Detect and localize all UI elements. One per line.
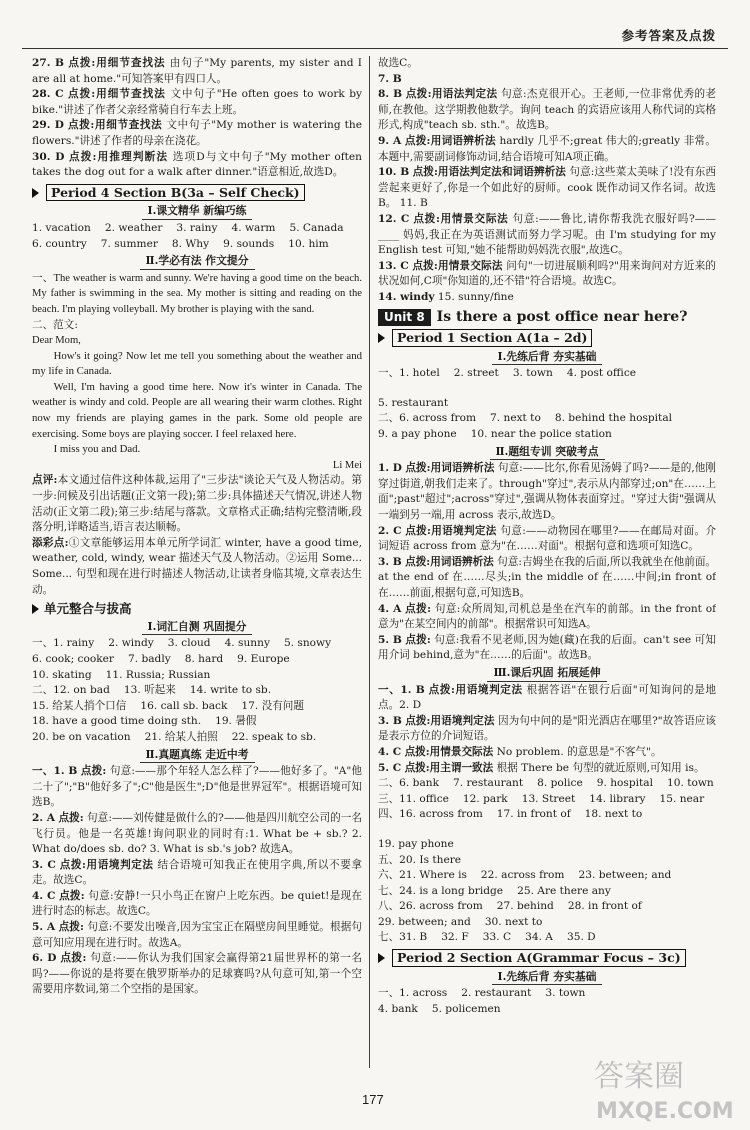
answer-number: 7. B <box>378 72 402 85</box>
tip-label: 点拨:用语法判定法 <box>405 88 498 101</box>
answer-item: 13. Street <box>521 792 576 805</box>
fill-answers <box>378 776 716 946</box>
tip-label: 点拨:用主谓一致法 <box>404 761 494 774</box>
tip-label: 点拨: <box>58 811 84 824</box>
comment <box>32 473 362 535</box>
answer-row <box>378 930 716 946</box>
answer-text: 句意:杰克很开心。王老师,一位非常优秀的老师,在教他。这学期教他数学。询问 teach 的宾语应该用人称代词的宾格形式,构成"teach sb. sth."。故选B。 <box>378 88 716 132</box>
sub-heading-label: Ⅱ.题组专训 突破考点 <box>490 444 605 461</box>
answer-item: 三、11. office <box>378 792 449 805</box>
answer-row <box>32 636 362 652</box>
answer-entry <box>32 889 362 920</box>
answer-item: 10. town <box>667 777 714 790</box>
page-number: 177 <box>362 1092 384 1107</box>
answer-item: 9. Europe <box>237 652 290 665</box>
answer-entry <box>378 56 716 72</box>
answer-text: 根据 There be 句型的就近原则,可知用 is。 <box>496 761 705 774</box>
answer-entry <box>378 290 716 306</box>
answer-item: 6. cook; cooker <box>32 652 114 665</box>
answer-item: 7. next to <box>490 412 541 425</box>
section-heading-period2 <box>378 949 716 967</box>
answer-item: 3. rainy <box>176 221 218 234</box>
answer-item: 11. Russia; Russian <box>105 668 211 681</box>
answer-item: 18. next to <box>584 808 643 821</box>
answer-row <box>32 221 362 237</box>
sub-heading-label: Ⅲ.课后巩固 拓展延伸 <box>487 665 606 682</box>
sub-heading <box>378 969 716 986</box>
answer-item: 20. be on vacation <box>32 730 131 743</box>
answer-item: 2. street <box>453 367 499 380</box>
sub-heading-label: Ⅰ.词汇自测 巩固提分 <box>142 619 253 636</box>
answer-text: 句意:——刘传健是做什么的?——他是四川航空公司的一名飞行员。他是一名英雄!询问职业的同时有:1. What be + sb.? 2. What do/does sb. do? 3. What is sb.'s job? 故选A。 <box>32 811 362 856</box>
sub-heading-label: Ⅰ.课文精华 新编巧练 <box>142 203 253 220</box>
sub-heading <box>32 203 362 220</box>
tip-label: 点拨:用细节查找法 <box>67 88 166 101</box>
answer-number: 2. A <box>32 811 56 824</box>
answer-item: 23. between; and <box>578 869 672 882</box>
answer-row <box>378 915 716 931</box>
answer-text: 句意:众所周知,司机总是坐在汽车的前部。in the front of 意为"在某空间内的前部"。根据常识可知选A。 <box>378 602 716 631</box>
tip-label: 点拨:用情景交际法 <box>404 745 494 758</box>
answer-item: 4. post office <box>566 367 637 380</box>
answer-item: 14. write to sb. <box>189 684 272 697</box>
answer-number: 8. B <box>378 88 403 101</box>
answer-row <box>32 714 362 730</box>
answer-number: 1. D <box>378 462 402 475</box>
answer-item: 一、1. across <box>378 987 448 1000</box>
section-title: 单元整合与拔高 <box>44 601 132 617</box>
answer-item: 35. D <box>566 931 596 944</box>
left-top-answers <box>32 56 362 181</box>
answer-entry <box>378 602 716 633</box>
tip-label: 点拨:用语境判定法 <box>428 683 523 696</box>
answer-item: 12. park <box>462 792 508 805</box>
answer-entry <box>378 461 716 523</box>
answer-item: 6. country <box>32 237 87 250</box>
header-rule <box>22 48 728 49</box>
left-bottom-answers <box>32 764 362 998</box>
answer-number: 27. B <box>32 57 65 69</box>
answer-item: 4. warm <box>231 221 276 234</box>
answer-item: 15. 给某人捎个口信 <box>32 699 127 712</box>
answer-item: 5. policemen <box>431 1002 501 1015</box>
answer-number: 一、1. B <box>32 765 78 778</box>
answer-item: 8. behind the hospital <box>554 412 673 425</box>
tip-label: 点拨:用词语辨析法 <box>405 555 494 568</box>
answer-item: 一、1. hotel <box>378 367 440 380</box>
answer-text: 句意:——那个年轻人怎么样了?——他好多了。"A"他二十了";"B"他好多了";C"他是医生";D"他是世界冠军"。根据语境可知选B。 <box>32 765 362 809</box>
vocab-answers <box>32 636 362 745</box>
letter-paragraph: Well, I'm having a good time here. Now it's winter in Canada. The weather is windy and cold. People are all wearing their warm clothes. Right now my friends are playing games in the park. Some old people are exercising. Some boys are playing soccer. I feel relaxed here. <box>32 380 362 440</box>
letter-signature: Li Mei <box>332 459 362 471</box>
watermark-logo <box>586 1046 736 1126</box>
answer-row <box>378 986 716 1002</box>
answer-entry <box>378 714 716 745</box>
answer-item: 16. call sb. back <box>140 699 228 712</box>
tip-label: 点拨: <box>60 952 87 965</box>
comment-label: 点评: <box>32 474 58 487</box>
answer-text: 句意:我看不见老师,因为她(藏)在我的后面。can't see 可知用介词 behind,意为"在……的后面"。故选B。 <box>378 633 716 662</box>
answer-row <box>378 853 716 869</box>
answer-row <box>32 652 362 668</box>
comment-text: 本文通过信件这种体裁,运用了"三步法"谈论天气及人物活动。第一步:问候及引出话题(正文第一段);第二步:具体描述天气情况,讲述人物活动(正文第二段);第三步:结尾与落款。文章格式正确;结构完整清晰,段落分明,详略适当,语言表达顺畅。 <box>32 474 362 534</box>
answer-item: 17. 没有问题 <box>241 699 304 712</box>
answer-item: 5. restaurant <box>378 396 449 409</box>
answer-item: 22. speak to sb. <box>231 730 317 743</box>
answer-text: 句意:这些菜太美味了!没有东西尝起来更好了,你是一个如此好的厨师。cook 既作动词又作名词。故选B。 11. B <box>378 166 716 210</box>
answer-item: 七、31. B <box>378 931 428 944</box>
answer-row <box>378 427 716 443</box>
section-title: Period 1 Section A(1a – 2d) <box>392 329 592 347</box>
answer-entry <box>378 633 716 664</box>
section-title: Period 4 Section B(3a – Self Check) <box>46 184 305 202</box>
answer-item: 25. Are there any <box>517 884 611 897</box>
answer-text: 句意:——比尔,你看见汤姆了吗?——是的,他刚穿过街道,朝我们走来了。through"穿过",表示从内部穿过;on"在……上面";past"超过";across"穿过",强调从物体表面穿过。"穿过大街"强调从一端到另一端,用 across 表示,故选D。 <box>378 462 716 522</box>
answer-number: 4. C <box>378 745 402 758</box>
answer-item: 1. vacation <box>32 221 91 234</box>
answer-entry <box>32 764 362 811</box>
answer-item: 五、20. Is there <box>378 853 462 866</box>
answer-item: 27. behind <box>496 900 554 913</box>
right-mid-answers <box>378 461 716 664</box>
answer-row <box>378 411 716 427</box>
sub-heading <box>378 444 716 461</box>
answer-item: 二、6. bank <box>378 777 440 790</box>
tip-label: 点拨:用语境判定法 <box>405 524 497 537</box>
answer-item: 13. 听起来 <box>123 684 176 697</box>
answer-row <box>378 884 716 900</box>
column-divider <box>369 56 370 1068</box>
right-top-answers <box>378 56 716 306</box>
tip-label: 点拨:用情景交际法 <box>412 259 503 272</box>
answer-entry <box>378 87 716 134</box>
answer-item: 9. sounds <box>223 237 275 250</box>
answer-entry <box>32 951 362 998</box>
answer-row <box>378 868 716 884</box>
highlight <box>32 536 362 598</box>
sub-heading <box>378 665 716 682</box>
answer-item: 七、24. is a long bridge <box>378 884 504 897</box>
answer-entry <box>32 858 362 889</box>
answer-number: 14. windy <box>378 290 435 303</box>
answer-text: 句意:——你认为我们国家会赢得第21届世界杯的第一名吗?——你说的是将要在俄罗斯举办的足球赛吗?从句意可知,第一个空需要用序数词,第二个空指的是国家。 <box>32 952 362 996</box>
answer-item: 4. bank <box>378 1002 418 1015</box>
unit-heading <box>378 309 716 327</box>
answer-text: No problem. 的意思是"不客气"。 <box>496 745 662 758</box>
answer-item: 34. A <box>525 931 553 944</box>
answer-number: 10. B <box>378 166 410 179</box>
answer-text: 故选C。 <box>378 57 418 69</box>
page-header-title: 参考答案及点拨 <box>621 28 716 43</box>
answer-text: 问句"一切进展顺利吗?"用来询问对方近来的状况如何,C项"你知道的,还不错"符合语境。故选C。 <box>378 259 716 288</box>
answer-entry <box>32 118 362 149</box>
answer-item: 5. snowy <box>283 637 332 650</box>
answer-item: 22. across from <box>480 869 565 882</box>
answer-row <box>32 699 362 715</box>
answer-entry <box>378 212 716 259</box>
answer-item: 3. cloud <box>167 637 211 650</box>
tip-label: 点拨: <box>405 602 432 615</box>
left-column <box>32 56 362 1062</box>
answer-number: 3. B <box>378 555 402 568</box>
answer-item: 10. him <box>288 237 329 250</box>
answer-number: 2. C <box>378 524 402 537</box>
sub-heading-label: Ⅰ.先练后背 夯实基础 <box>492 349 603 366</box>
triangle-bullet-icon <box>378 333 385 343</box>
answer-item: 一、1. rainy <box>32 637 95 650</box>
answer-item: 八、26. across from <box>378 900 483 913</box>
tip-label: 点拨:用词语辨析法 <box>405 462 495 475</box>
answer-item: 21. 给某人拍照 <box>144 730 218 743</box>
answer-entry <box>378 745 716 761</box>
tip-label: 点拨: <box>80 765 107 778</box>
highlight-label: 添彩点: <box>32 536 69 549</box>
answer-number: 13. C <box>378 259 409 272</box>
answer-entry <box>32 87 362 118</box>
answer-item: 15. near <box>659 792 705 805</box>
answer-item: 29. between; and <box>378 915 471 928</box>
answer-entry <box>378 555 716 602</box>
tip-label: 点拨:用情景交际法 <box>413 212 509 225</box>
answer-item: 28. in front of <box>567 900 642 913</box>
answer-number: 30. D <box>32 150 65 163</box>
answer-item: 2. weather <box>104 221 163 234</box>
section-heading-period1 <box>378 329 716 347</box>
answer-row <box>32 668 362 684</box>
answer-entry <box>32 811 362 858</box>
answer-item: 9. a pay phone <box>378 428 457 441</box>
answer-number: 5. B <box>378 633 402 646</box>
letter-greeting: Dear Mom, <box>32 335 81 347</box>
triangle-bullet-icon <box>378 953 385 963</box>
answer-entry <box>32 56 362 87</box>
triangle-bullet-icon <box>32 604 39 614</box>
unit-title: Is there a post office near here? <box>436 308 688 325</box>
answer-row <box>378 776 716 792</box>
answer-item: 4. sunny <box>224 637 270 650</box>
answer-row <box>378 1002 716 1018</box>
answer-entry <box>32 150 362 181</box>
sub-heading-label: Ⅱ.学必有法 作文提分 <box>140 253 255 270</box>
answer-item: 19. pay phone <box>378 837 454 850</box>
triangle-bullet-icon <box>32 188 39 198</box>
answer-item: 二、12. on bad <box>32 684 110 697</box>
answer-item: 17. in front of <box>496 808 571 821</box>
answer-row <box>378 792 716 808</box>
answer-text: 由句子"My parents, my sister and I are all at home."可知答案甲有四口人。 <box>32 57 362 85</box>
answer-item: 六、21. Where is <box>378 869 467 882</box>
answer-item: 10. skating <box>32 668 92 681</box>
answer-number: 9. A <box>378 134 402 147</box>
answer-item: 7. summer <box>100 237 158 250</box>
writing-part-one: 一、The weather is warm and sunny. We're having a good time on the beach. My father is swimming in the sea. My mother is sitting and reading on the beach. I'm playing volleyball. My brother is playing with the sand. <box>32 272 362 315</box>
answer-entry <box>378 259 716 290</box>
answer-text: 15. sunny/fine <box>437 290 514 303</box>
answer-text: 句意:不要发出噪音,因为宝宝正在隔壁房间里睡觉。根据句意可知应用现在进行时。故选A。 <box>32 921 362 949</box>
answer-text: 句意:安静!一只小鸟正在窗户上吃东西。be quiet!是现在进行时态的标志。故选C。 <box>32 889 362 918</box>
tip-label: 点拨: <box>59 889 85 902</box>
answer-row <box>32 730 362 746</box>
highlight-text: ①文章能够运用本单元所学词汇 winter, have a good time, weather, cold, windy, wear 描述天气及人物活动。②运用 Some... Some... 句型和现在进行时描述人物活动,让读者身临其境,文章表达生动。 <box>32 536 362 596</box>
answer-text: 选项D与文中句子"My mother often takes the dog out for a walk after dinner."语意相近,故选D。 <box>32 150 362 179</box>
section-heading-unit-review <box>32 601 362 617</box>
sub-heading <box>32 253 362 270</box>
answer-text: 文中句子"He often goes to work by bike."讲述了作者父亲经常骑自行车去上班。 <box>32 88 362 116</box>
answer-entry <box>378 761 716 777</box>
answer-text: 文中句子"My mother is watering the flowers."讲述了作者的母亲在浇花。 <box>32 119 362 147</box>
section-heading-period4 <box>32 184 362 202</box>
answer-text: 句意:吉姆坐在我的后面,所以我就坐在他前面。at the end of 在……尽头;in the middle of 在……中间;in front of 在……前面,根据句意,可知选B。 <box>378 555 716 599</box>
sub-heading-label: Ⅰ.先练后背 夯实基础 <box>492 969 603 986</box>
sub-heading <box>32 619 362 636</box>
answer-item: 33. C <box>482 931 512 944</box>
answer-entry <box>378 165 716 212</box>
watermark-text: 答案圈 <box>594 1059 684 1094</box>
writing-part-two-label: 二、范文: <box>32 318 78 331</box>
answer-text: 根据答语"在银行后面"可知询问的是地点。2. D <box>378 683 716 712</box>
answer-item: 8. police <box>537 777 583 790</box>
answer-entry <box>378 134 716 165</box>
answer-text: 句意:——鲁比,请你帮我洗衣服好吗?——____ 妈妈,我正在为英语测试而努力学习呢。由 I'm studying for my English test 可知,"她不能帮助妈妈洗衣服",故选C。 <box>378 212 716 257</box>
answer-number: 一、1. B <box>378 683 425 696</box>
answer-item: 19. 暑假 <box>215 715 257 728</box>
watermark-url: MXQE.COM <box>596 1099 734 1124</box>
answer-number: 3. C <box>32 858 56 871</box>
right-column <box>378 56 716 1062</box>
answer-row <box>32 683 362 699</box>
answer-item: 2. restaurant <box>461 987 532 1000</box>
tip-label: 点拨:用推理判断法 <box>69 150 169 163</box>
answer-row <box>378 899 716 915</box>
answer-item: 3. town <box>545 987 586 1000</box>
answer-item: 7. badly <box>127 652 171 665</box>
answer-item: 18. have a good time doing sth. <box>32 715 202 728</box>
answer-row <box>378 807 716 852</box>
tip-label: 点拨:用语境判定法 <box>59 858 154 871</box>
answer-item: 8. Why <box>171 237 210 250</box>
answer-number: 6. D <box>32 952 57 965</box>
sub-heading-label: Ⅱ.真题真练 走近中考 <box>140 747 255 764</box>
letter-paragraph: I miss you and Dad. <box>53 443 141 456</box>
section-title: Period 2 Section A(Grammar Focus – 3c) <box>392 949 686 967</box>
answer-item: 9. hospital <box>596 777 653 790</box>
sub-heading <box>378 349 716 366</box>
answer-item: 30. next to <box>484 915 543 928</box>
answer-entry <box>378 683 716 714</box>
tip-label: 点拨:用词语辨析法 <box>404 134 496 147</box>
answer-number: 5. A <box>32 921 56 934</box>
answer-entry <box>32 920 362 951</box>
answer-item: 7. restaurant <box>453 777 524 790</box>
tip-label: 点拨:用语法判定法和词语辨析法 <box>412 166 566 179</box>
answer-item: 5. Canada <box>289 221 344 234</box>
tip-label: 点拨:用语境判定法 <box>405 714 495 727</box>
answer-number: 5. C <box>378 761 402 774</box>
answer-item: 2. windy <box>108 637 154 650</box>
tip-label: 点拨: <box>405 633 431 646</box>
answer-text: 因为句中问的是"阳光酒店在哪里?"故答语应该是表示方位的介词短语。 <box>378 714 716 743</box>
answer-number: 3. B <box>378 714 402 727</box>
letter-paragraph: How's it going? Now let me tell you something about the weather and my life in Canada. <box>32 349 362 378</box>
answer-number: 4. A <box>378 602 402 615</box>
answer-item: 四、16. across from <box>378 808 483 821</box>
answer-text: 句意:——动物园在哪里?——在邮局对面。介词短语 across from 意为"在……对面"。根据句意和选项可知选C。 <box>378 524 716 553</box>
answer-row <box>378 366 716 411</box>
tip-label: 点拨:用细节查找法 <box>67 119 163 132</box>
sub-heading <box>32 747 362 764</box>
tip-label: 点拨: <box>58 921 84 934</box>
answer-number: 29. D <box>32 119 64 132</box>
answer-number: 12. C <box>378 212 410 225</box>
answer-number: 4. C <box>32 889 56 902</box>
answer-entry <box>378 524 716 555</box>
unit-badge: Unit 8 <box>378 309 431 327</box>
answer-item: 10. near the police station <box>470 428 612 441</box>
answer-item: 3. town <box>512 367 553 380</box>
answer-text: hardly 几乎不;great 伟大的;greatly 非常。本题中,需要副词修饰动词,结合语境可知A项正确。 <box>378 134 716 163</box>
answer-item: 二、6. across from <box>378 412 477 425</box>
answer-item: 32. F <box>441 931 469 944</box>
answer-number: 28. C <box>32 88 64 101</box>
answer-row <box>32 237 362 253</box>
right-late-answers <box>378 683 716 777</box>
tip-label: 点拨:用细节查找法 <box>68 57 166 69</box>
answer-item: 14. library <box>589 792 646 805</box>
answer-item: 8. hard <box>184 652 224 665</box>
answer-text: 结合语境可知我正在使用字典,所以不要拿走。故选C。 <box>32 858 362 887</box>
answer-entry <box>378 72 716 88</box>
